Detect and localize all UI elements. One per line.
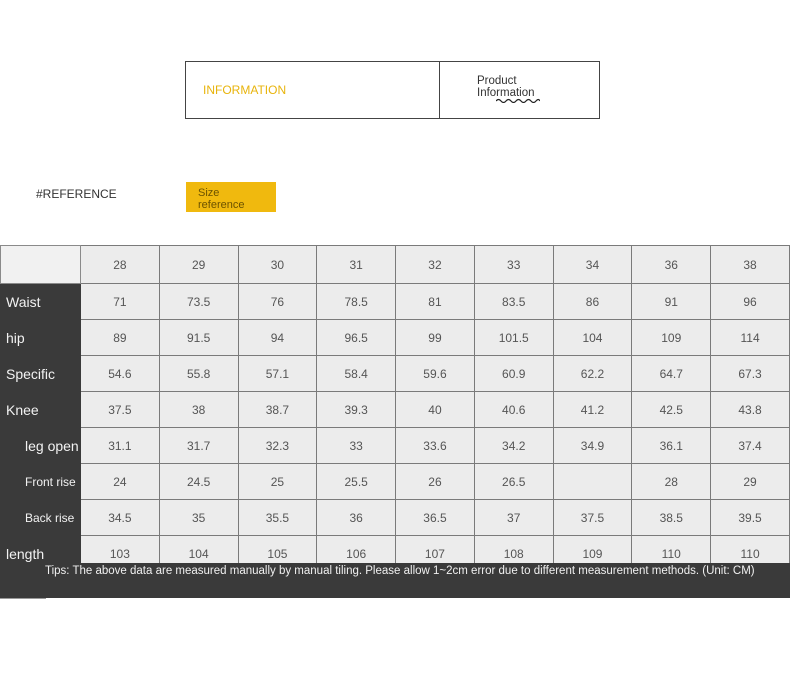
- table-cell: 55.8: [159, 356, 238, 392]
- table-cell: 25.5: [317, 464, 396, 500]
- table-cell: 39.5: [711, 500, 790, 536]
- table-cell: 36.5: [396, 500, 475, 536]
- table-cell: 41.2: [553, 392, 632, 428]
- row-label-knee: Knee: [1, 392, 81, 428]
- table-cell: [553, 464, 632, 500]
- size-header-cell: 29: [159, 246, 238, 284]
- table-cell: 36.1: [632, 428, 711, 464]
- table-cell: 31.1: [81, 428, 160, 464]
- table-cell: 109: [553, 536, 632, 572]
- table-cell: 83.5: [474, 284, 553, 320]
- table-cell: 43.8: [711, 392, 790, 428]
- table-cell: 34.2: [474, 428, 553, 464]
- table-cell: 37: [474, 500, 553, 536]
- information-label: INFORMATION: [203, 83, 287, 97]
- size-header-cell: 30: [238, 246, 317, 284]
- badge-line1: Size: [198, 187, 220, 199]
- size-header-cell: 36: [632, 246, 711, 284]
- table-cell: 104: [553, 320, 632, 356]
- table-cell: 62.2: [553, 356, 632, 392]
- table-cell: 24.5: [159, 464, 238, 500]
- table-cell: 86: [553, 284, 632, 320]
- table-cell: 58.4: [317, 356, 396, 392]
- table-cell: 105: [238, 536, 317, 572]
- table-cell: 104: [159, 536, 238, 572]
- table-row: [1, 428, 790, 464]
- table-cell: 107: [396, 536, 475, 572]
- table-cell: 26: [396, 464, 475, 500]
- table-row: [1, 284, 790, 320]
- table-cell: 108: [474, 536, 553, 572]
- table-cell: 101.5: [474, 320, 553, 356]
- table-cell: 103: [81, 536, 160, 572]
- table-cell: 96.5: [317, 320, 396, 356]
- table-cell: 114: [711, 320, 790, 356]
- row-label-leg-open: leg open: [1, 428, 81, 464]
- table-cell: 96: [711, 284, 790, 320]
- table-row: [1, 320, 790, 356]
- table-cell: 39.3: [317, 392, 396, 428]
- table-cell: 81: [396, 284, 475, 320]
- table-row: [1, 392, 790, 428]
- product-information-cell: [440, 62, 599, 118]
- size-reference-badge: [186, 182, 276, 212]
- table-cell: 73.5: [159, 284, 238, 320]
- table-cell: 38.7: [238, 392, 317, 428]
- table-cell: 110: [711, 536, 790, 572]
- size-header-cell: 33: [474, 246, 553, 284]
- table-cell: 33: [317, 428, 396, 464]
- table-cell: 60.9: [474, 356, 553, 392]
- table-cell: 24: [81, 464, 160, 500]
- table-cell: 57.1: [238, 356, 317, 392]
- table-row: [1, 464, 790, 500]
- information-box: [185, 61, 600, 119]
- reference-label: #REFERENCE: [36, 187, 117, 201]
- table-cell: 40.6: [474, 392, 553, 428]
- table-cell: 106: [317, 536, 396, 572]
- table-cell: 38.5: [632, 500, 711, 536]
- size-table: [0, 245, 790, 572]
- table-cell: 33.6: [396, 428, 475, 464]
- divider: [0, 598, 46, 599]
- table-cell: 94: [238, 320, 317, 356]
- size-header-cell: 34: [553, 246, 632, 284]
- table-cell: 37.4: [711, 428, 790, 464]
- table-cell: 67.3: [711, 356, 790, 392]
- table-cell: 32.3: [238, 428, 317, 464]
- table-cell: 38: [159, 392, 238, 428]
- table-cell: 64.7: [632, 356, 711, 392]
- table-cell: 59.6: [396, 356, 475, 392]
- size-header-row: [1, 246, 790, 284]
- table-cell: 71: [81, 284, 160, 320]
- table-cell: 35.5: [238, 500, 317, 536]
- table-cell: 28: [632, 464, 711, 500]
- product-info-line1: Product: [477, 75, 517, 87]
- table-cell: 109: [632, 320, 711, 356]
- table-cell: 76: [238, 284, 317, 320]
- row-label-specific: Specific: [1, 356, 81, 392]
- row-label-waist: Waist: [1, 284, 81, 320]
- table-cell: 37.5: [81, 392, 160, 428]
- table-cell: 25: [238, 464, 317, 500]
- size-header-cell: 31: [317, 246, 396, 284]
- table-row: [1, 356, 790, 392]
- row-label-front-rise: Front rise: [1, 464, 81, 500]
- row-label-back-rise: Back rise: [1, 500, 81, 536]
- table-cell: 91.5: [159, 320, 238, 356]
- table-cell: 42.5: [632, 392, 711, 428]
- table-cell: 99: [396, 320, 475, 356]
- measurement-tips: Tips: The above data are measured manually by manual tiling. Please allow 1~2cm error due to different measurement methods. (Unit: CM): [0, 563, 790, 598]
- row-label-length: length: [1, 536, 81, 572]
- product-info-line2: Information: [477, 87, 535, 99]
- table-cell: 91: [632, 284, 711, 320]
- table-cell: 78.5: [317, 284, 396, 320]
- information-cell: [186, 62, 440, 118]
- table-cell: 40: [396, 392, 475, 428]
- table-cell: 37.5: [553, 500, 632, 536]
- table-cell: 89: [81, 320, 160, 356]
- size-header-cell: 38: [711, 246, 790, 284]
- table-cell: 54.6: [81, 356, 160, 392]
- table-row: [1, 500, 790, 536]
- table-cell: 29: [711, 464, 790, 500]
- table-cell: 34.9: [553, 428, 632, 464]
- table-cell: 34.5: [81, 500, 160, 536]
- badge-line2: reference: [198, 199, 245, 211]
- table-cell: 110: [632, 536, 711, 572]
- table-cell: 36: [317, 500, 396, 536]
- table-cell: 26.5: [474, 464, 553, 500]
- row-label-hip: hip: [1, 320, 81, 356]
- table-corner-cell: [1, 246, 81, 284]
- size-header-cell: 32: [396, 246, 475, 284]
- table-cell: 35: [159, 500, 238, 536]
- size-header-cell: 28: [81, 246, 160, 284]
- table-cell: 31.7: [159, 428, 238, 464]
